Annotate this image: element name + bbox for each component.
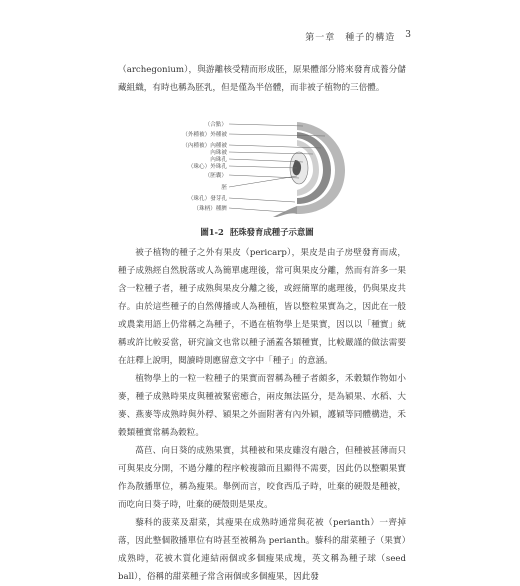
ovule-seed-figure bbox=[175, 118, 385, 218]
body-text bbox=[118, 244, 406, 586]
page-header bbox=[305, 30, 412, 43]
intro-paragraph-block bbox=[118, 61, 406, 97]
label-hilum: （珠柄）種臍 bbox=[193, 206, 227, 212]
page-number: 3 bbox=[405, 30, 412, 40]
chapter-number: 第一章 bbox=[305, 33, 336, 43]
label-embryo-sac: （胚囊） bbox=[204, 173, 227, 179]
label-nucellus: （珠心）外珠孔 bbox=[187, 164, 227, 170]
label-inner-micropyle: 內珠孔 bbox=[210, 157, 227, 163]
label-chalaza: （合點） bbox=[204, 122, 227, 128]
label-embryo: 胚 bbox=[221, 185, 227, 191]
paragraph-pericarp: 被子植物的種子之外有果皮（pericarp），果皮是由子房壁發育而成，種子成熟經自然脫落或人為簡單處理後，常可與果皮分離，然而有許多一果含一粒種子者，種子成熟與果皮分離之後，或經簡單的處理後，仍與果皮共存。由於這些種子的自然傳播或人為種植，皆以整粒果實為之，因此在一般或農業用語上仍常稱之為種子，不過在植物學上是果實，因以以「種實」統稱或許比較妥當，研究論文也常以種子涵蓋各類種實，比較嚴謹的做法需要在註釋上說明，閱讀時則應留意文字中「種子」的意涵。 bbox=[118, 248, 406, 366]
paragraph-perianth: 藜科的菠菜及甜菜，其瘦果在成熟時通常與花被（perianth）一齊掉落，因此整個散播單位有時甚至被稱為 perianth。藜科的甜菜種子（果實）成熟時，花被木質化連結兩個或多個瘦果成塊，英文稱為種子球（seed ball），俗稱的甜菜種子常含兩個或多個瘦果，因此發 bbox=[118, 518, 406, 582]
label-inner-integument: （內種被）內種被 bbox=[182, 143, 227, 149]
figure-caption bbox=[0, 226, 520, 238]
intro-paragraph: （archegonium），與游離核受精而形成胚，原果體部分將來發育成養分儲藏組織，有時也稱為胚乳，但是僅為半倍體，而非被子植物的三倍體。 bbox=[118, 65, 406, 93]
figure-number: 圖1-2 bbox=[200, 227, 224, 237]
paragraph-caryopsis: 植物學上的一粒一粒種子的果實而習稱為種子者頗多，禾穀類作物如小麥，種子成熟時果皮與種被緊密癒合，兩皮無法區分，是為穎果、水稻、大麥、燕麥等成熟時與外稃、穎果之外面附著有內外穎，護穎等同體構造，禾穀類種實常稱為穀粒。 bbox=[118, 374, 406, 438]
label-micropyle: （珠孔）發芽孔 bbox=[187, 196, 227, 202]
label-outer-integument: （外種被）外種被 bbox=[182, 132, 227, 138]
chapter-title: 種子的構造 bbox=[345, 33, 396, 43]
figure-caption-text: 胚珠發育成種子示意圖 bbox=[229, 227, 314, 237]
label-inner-ovule-coat: 內珠被 bbox=[210, 150, 227, 156]
paragraph-achene: 萵苣、向日葵的成熟果實，其種被和果皮雖沒有融合，但種被甚薄而只可與果皮分開，不過分離的程序較複雜而且顯得不需要，因此仍以整顆果實作為散播單位，稱為瘦果。舉例而言，咬食西瓜子時，吐棄的硬殼是種被，而吃向日葵子時，吐棄的硬殼則是果皮。 bbox=[118, 446, 406, 510]
